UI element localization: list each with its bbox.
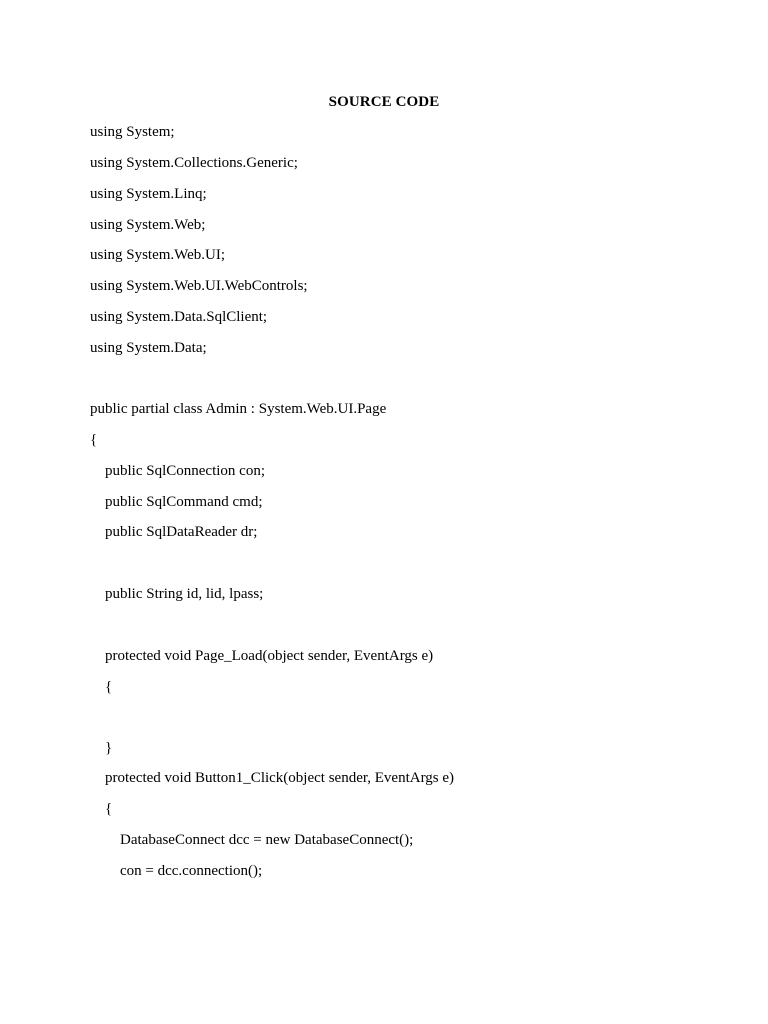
code-line: {	[105, 801, 113, 817]
code-line: public String id, lid, lpass;	[105, 586, 264, 602]
code-line: using System.Data.SqlClient;	[90, 309, 268, 325]
code-line: protected void Page_Load(object sender, EventArgs e)	[105, 648, 434, 664]
code-line: using System.Web;	[90, 217, 206, 233]
page-title: SOURCE CODE	[328, 94, 440, 110]
code-line: con = dcc.connection();	[120, 863, 263, 879]
code-line: using System.Collections.Generic;	[90, 155, 298, 171]
code-line: using System;	[90, 124, 175, 140]
code-line: {	[90, 432, 98, 448]
code-line: public SqlCommand cmd;	[105, 494, 263, 510]
code-line: public partial class Admin : System.Web.UI.Page	[90, 401, 387, 417]
code-line: using System.Linq;	[90, 186, 207, 202]
code-line: public SqlConnection con;	[105, 463, 265, 479]
code-line: DatabaseConnect dcc = new DatabaseConnect();	[120, 832, 414, 848]
code-line: using System.Data;	[90, 340, 207, 356]
code-line: {	[105, 679, 113, 695]
code-line: protected void Button1_Click(object sender, EventArgs e)	[105, 770, 455, 786]
code-line: public SqlDataReader dr;	[105, 524, 258, 540]
code-line: }	[105, 740, 113, 756]
code-line: using System.Web.UI.WebControls;	[90, 278, 308, 294]
code-line: using System.Web.UI;	[90, 247, 226, 263]
